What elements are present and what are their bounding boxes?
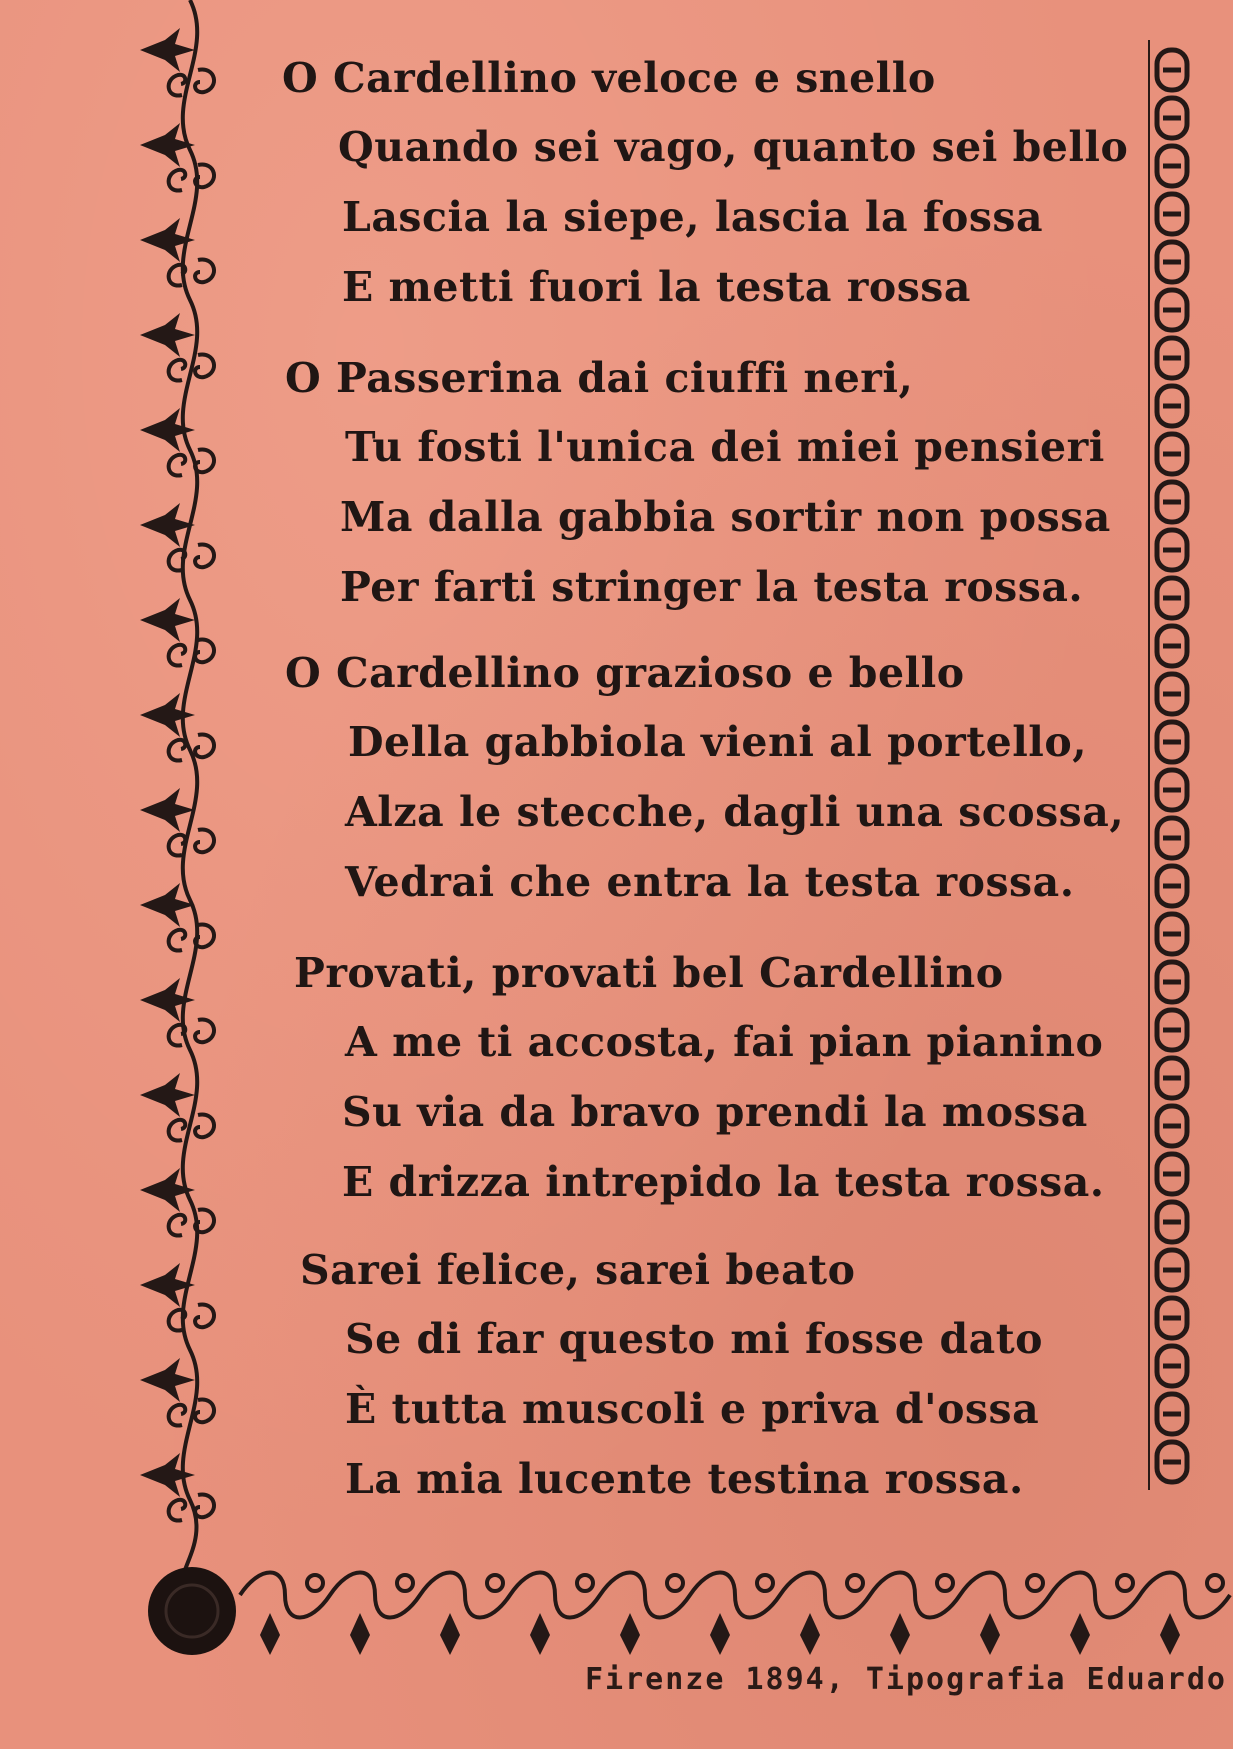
- poem-line: E metti fuori la testa rossa: [342, 263, 971, 311]
- scroll-leaf-icon: [710, 1613, 730, 1655]
- scroll-leaf-icon: [980, 1613, 1000, 1655]
- bottom-scroll-ornament: [140, 1555, 1233, 1665]
- scroll-curl-icon: [667, 1575, 683, 1591]
- scroll-curl-icon: [1027, 1575, 1043, 1591]
- scroll-leaf-icon: [1160, 1613, 1180, 1655]
- poem-line: Alza le stecche, dagli una scossa,: [345, 788, 1125, 836]
- scroll-curl-icon: [487, 1575, 503, 1591]
- poem-line: A me ti accosta, fai pian pianino: [345, 1018, 1104, 1066]
- scroll-curl-icon: [397, 1575, 413, 1591]
- scroll-leaf-icon: [890, 1613, 910, 1655]
- scroll-leaf-icon: [530, 1613, 550, 1655]
- scroll-curl-icon: [1207, 1575, 1223, 1591]
- scroll-wave-icon: [240, 1573, 1230, 1618]
- poem-line: O Passerina dai ciuffi neri,: [285, 354, 914, 402]
- poem-line: Se di far questo mi fosse dato: [345, 1315, 1044, 1363]
- poem-line: O Cardellino veloce e snello: [282, 54, 936, 102]
- poem-line: Ma dalla gabbia sortir non possa: [340, 493, 1111, 541]
- poem-line: O Cardellino grazioso e bello: [285, 649, 965, 697]
- scroll-leaf-icon: [440, 1613, 460, 1655]
- poem-line: E drizza intrepido la testa rossa.: [342, 1158, 1105, 1206]
- printer-imprint: Firenze 1894, Tipografia Eduardo: [585, 1662, 1227, 1697]
- scroll-curl-icon: [847, 1575, 863, 1591]
- poem-line: La mia lucente testina rossa.: [345, 1455, 1024, 1503]
- scroll-curl-icon: [937, 1575, 953, 1591]
- poem-line: Tu fosti l'unica dei miei pensieri: [345, 423, 1105, 471]
- scroll-curl-icon: [757, 1575, 773, 1591]
- scroll-leaf-icon: [1070, 1613, 1090, 1655]
- scroll-curl-icon: [307, 1575, 323, 1591]
- poem-line: Quando sei vago, quanto sei bello: [338, 123, 1129, 171]
- poem-line: Della gabbiola vieni al portello,: [348, 718, 1088, 766]
- scroll-curl-icon: [1117, 1575, 1133, 1591]
- poem-line: Lascia la siepe, lascia la fossa: [342, 193, 1044, 241]
- poem-line: È tutta muscoli e priva d'ossa: [345, 1385, 1040, 1433]
- scroll-leaf-icon: [350, 1613, 370, 1655]
- poem-line: Per farti stringer la testa rossa.: [340, 563, 1084, 611]
- scroll-leaf-icon: [260, 1613, 280, 1655]
- poem-line: Vedrai che entra la testa rossa.: [345, 858, 1075, 906]
- poem-line: Su via da bravo prendi la mossa: [342, 1088, 1088, 1136]
- scroll-leaf-icon: [620, 1613, 640, 1655]
- poem-line: Provati, provati bel Cardellino: [294, 949, 1004, 997]
- scroll-curl-icon: [577, 1575, 593, 1591]
- scroll-leaf-icon: [800, 1613, 820, 1655]
- poem-line: Sarei felice, sarei beato: [300, 1246, 856, 1294]
